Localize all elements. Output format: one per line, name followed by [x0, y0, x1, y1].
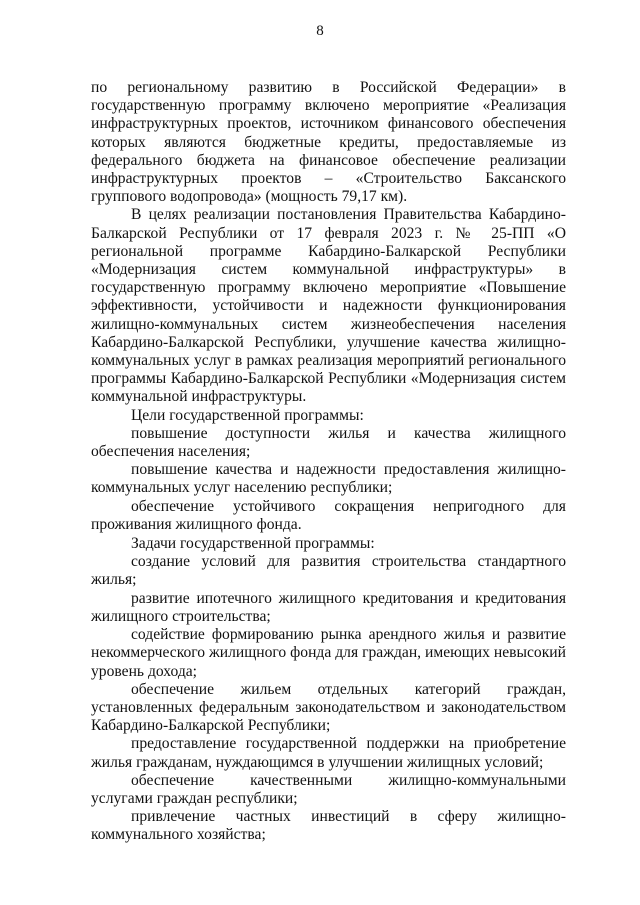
task-item: предоставление государственной поддержки на приобретение жилья гражданам, нуждающимся в улучшении жилищных условий;: [91, 735, 566, 771]
goal-item: повышение доступности жилья и качества жилищного обеспечения населения;: [91, 424, 566, 461]
task-item: содействие формированию рынка арендного жилья и развитие некоммерческого жилищного фонда для граждан, имеющих невысокий уровень дохода;: [91, 626, 566, 680]
paragraph-resolution: В целях реализации постановления Правительства Кабардино-Балкарской Республики от 17 февраля 2023 г. № 25-ПП «О региональной программе Кабардино-Балкарской Республики «Модернизация систем коммунальной инфраструктуры» в государственную программу включено мероприятие «Повышение эффективности, устойчивости и надежности функционирования жилищно-коммунальных систем жизнеобеспечения населения Кабардино-Балкарской Республики, улучшение качества жилищно-коммунальных услуг в рамках реализация мероприятий регионального программы Кабардино-Балкарской Республики «Модернизация систем коммунальной инфраструктуры.: [91, 206, 566, 406]
goal-item: обеспечение устойчивого сокращения непригодного для проживания жилищного фонда.: [91, 497, 566, 533]
task-item: создание условий для развития строительства стандартного жилья;: [91, 553, 566, 589]
tasks-heading: Задачи государственной программы:: [131, 535, 375, 553]
document-body: [91, 79, 566, 845]
task-item: обеспечение жильем отдельных категорий граждан, установленных федеральным законодательством и законодательством Кабардино-Балкарской Республики;: [91, 680, 566, 735]
task-item: развитие ипотечного жилищного кредитования и кредитования жилищного строительства;: [91, 589, 566, 625]
goals-heading: Цели государственной программы:: [131, 406, 364, 424]
paragraph-continuation: по региональному развитию в Российской Федерации» в государственную программу включено мероприятие «Реализация инфраструктурных проектов, источником финансового обеспечения которых являются бюджетные кредиты, предоставляемые из федерального бюджета на финансовое обеспечение реализации инфраструктурных проектов – «Строительство Баксанского группового водопровода» (мощность 79,17 км).: [91, 79, 566, 206]
page-number: 8: [316, 23, 324, 39]
task-item: привлечение частных инвестиций в сферу жилищно-коммунального хозяйства;: [91, 808, 566, 844]
task-item: обеспечение качественными жилищно-коммунальными услугами граждан республики;: [91, 771, 566, 807]
goal-item: повышение качества и надежности предоставления жилищно-коммунальных услуг населению республики;: [91, 461, 566, 497]
